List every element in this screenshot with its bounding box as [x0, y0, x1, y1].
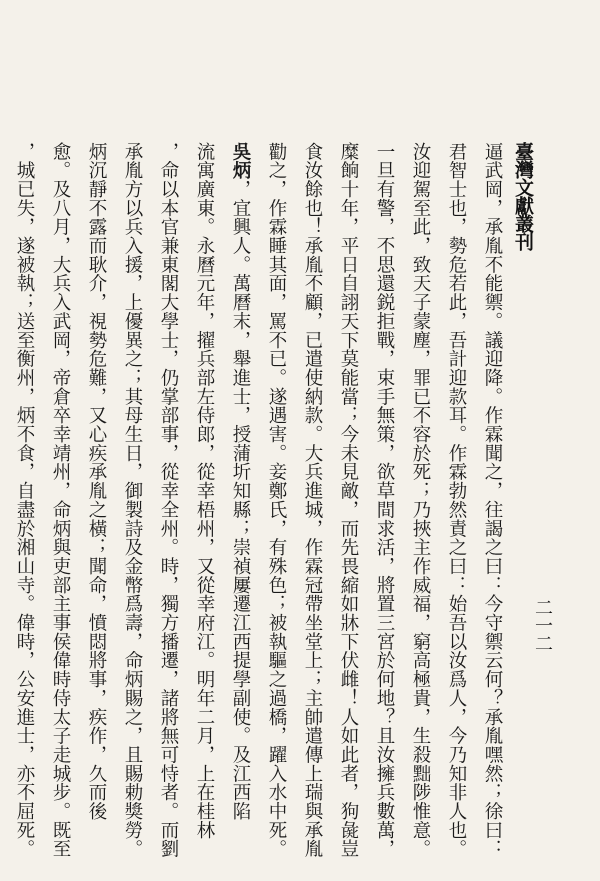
- text-column: 愈。及八月，大兵入武岡，帝倉卒幸靖州，命炳與吏部主事侯偉時侍太子走城步。既至: [50, 142, 71, 859]
- text-column: 流寓廣東。永曆元年，擢兵部左侍郎，從幸梧州，又從幸府江。明年二月，上在桂林: [194, 142, 215, 840]
- text-column: 君智士也，勢危若此，吾計迎款耳。作霖勃然責之曰：始吾以汝爲人，今乃知非人也。: [446, 142, 467, 859]
- text-column: 汝迎駕至此，致天子蒙塵，罪已不容於死；乃挾主作威福，窮高極貴，生殺黜陟惟意。: [410, 142, 431, 859]
- text-column: 一旦有警，不思還鋭拒戰，束手無策，欲草間求活，將置三宮於何地？且汝擁兵數萬，: [374, 142, 395, 859]
- text-column: 食汝餘也！承胤不顧，已遣使納款。大兵進城，作霖冠帶坐堂上；主帥遣傳上瑞與承胤: [302, 142, 323, 859]
- entry-name: 吳炳: [230, 142, 251, 180]
- text-column: 承胤方以兵入援，上優異之；其母生日，御製詩及金幣爲壽，命炳賜之，且賜勅獎勞。: [122, 142, 143, 859]
- text-column: 炳沉靜不露而耿介，視勢危難，又心疾承胤之橫；聞命，憤悶將事，疾作，久而後: [86, 142, 107, 821]
- text-column: ，命以本官兼東閣大學士，仍掌部事，從幸全州。時，獨方播遷，諸將無可恃者。而劉: [158, 142, 179, 859]
- text-column: 勸之，作霖睡其面，罵不已。遂遇害。妾鄭氏，有殊色；被執驅之過橋，躍入水中死。: [266, 142, 287, 859]
- text-column: 糜餉十年，平日自詡天下莫能當；今未見敵，而先畏縮如牀下伏雌！人如此者，狗彘豈: [338, 142, 359, 859]
- text-column: ，城已失，遂被執；送至衡州，炳不食，自盡於湘山寺。偉時，公安進士，亦不屈死。: [14, 142, 35, 859]
- page-number: 二一二: [532, 598, 553, 652]
- entry-heading-column: [222, 142, 258, 832]
- text-column: 逼武岡，承胤不能禦。議迎降。作霖聞之，往謁之曰：今守禦云何？承胤嘿然；徐曰：: [482, 142, 503, 859]
- entry-intro: ，宜興人。萬曆末，舉進士，授蒲圻知縣；崇禎屢遷江西提學副使。及江西陷: [230, 179, 251, 821]
- text-column: [0, 142, 6, 832]
- vertical-text-body: [14, 142, 510, 859]
- series-title: 臺灣文獻叢刊: [512, 142, 534, 250]
